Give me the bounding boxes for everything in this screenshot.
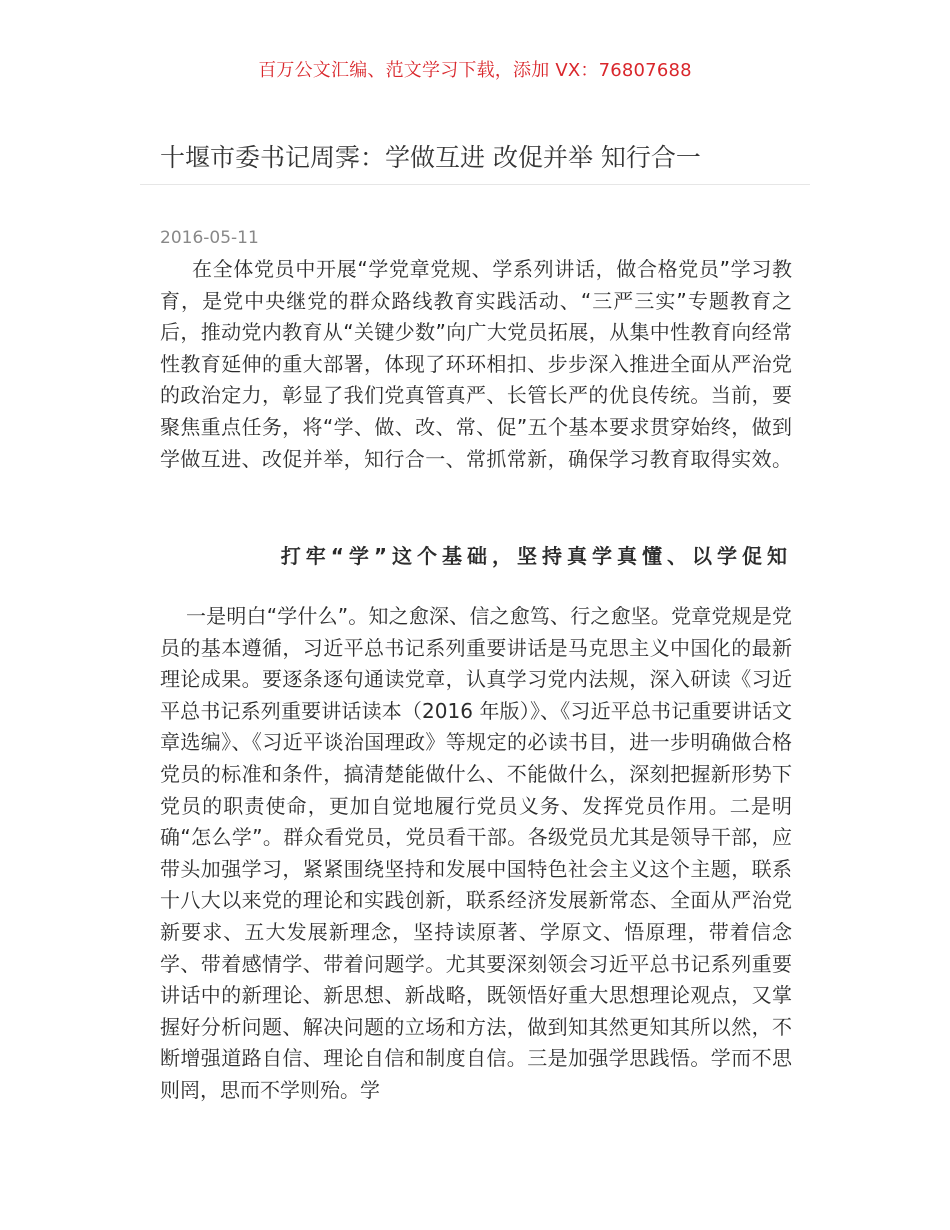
intro-paragraph: 在全体党员中开展“学党章党规、学系列讲话，做合格党员”学习教育，是党中央继党的群众路线教育实践活动、“三严三实”专题教育之后，推动党内教育从“关键少数”向广大党员拓展，从集中性教育向经常性教育延伸的重大部署，体现了环环相扣、步步深入推进全面从严治党的政治定力，彰显了我们党真管真严、长管长严的优良传统。当前，要聚焦重点任务，将“学、做、改、常、促”五个基本要求贯穿始终，做到学做互进、改促并举，知行合一、常抓常新，确保学习教育取得实效。 xyxy=(160,257,792,471)
article-title: 十堰市委书记周霁：学做互进 改促并举 知行合一 xyxy=(160,143,701,172)
article-date: 2016-05-11 xyxy=(160,228,259,248)
header-banner: 百万公文汇编、范文学习下载，添加 VX：76807688 xyxy=(258,60,692,81)
section-heading: 打牢“学”这个基础，坚持真学真懂、以学促知 xyxy=(280,544,792,568)
body-paragraph: 一是明白“学什么”。知之愈深、信之愈笃、行之愈坚。党章党规是党员的基本遵循，习近平总书记系列重要讲话是马克思主义中国化的最新理论成果。要逐条逐句通读党章，认真学习党内法规，深入研读《习近平总书记系列重要讲话读本（2016 年版）》、《习近平总书记重要讲话文章选编》、《习近平谈治国理政》等规定的必读书目，进一步明确做合格党员的标准和条件，搞清楚能做什么、不能做什么，深刻把握新形势下党员的职责使命，更加自觉地履行党员义务、发挥党员作用。二是明确“怎么学”。群众看党员，党员看干部。各级党员尤其是领导干部，应带头加强学习，紧紧围绕坚持和发展中国特色社会主义这个主题，联系十八大以来党的理论和实践创新，联系经济发展新常态、全面从严治党新要求、五大发展新理念，坚持读原著、学原文、悟原理，带着信念学、带着感情学、带着问题学。尤其要深刻领会习近平总书记系列重要讲话中的新理论、新思想、新战略，既领悟好重大思想理论观点，又掌握好分析问题、解决问题的立场和方法，做到知其然更知其所以然，不断增强道路自信、理论自信和制度自信。三是加强学思践悟。学而不思则罔，思而不学则殆。学 xyxy=(160,604,792,1102)
title-divider xyxy=(140,184,810,185)
